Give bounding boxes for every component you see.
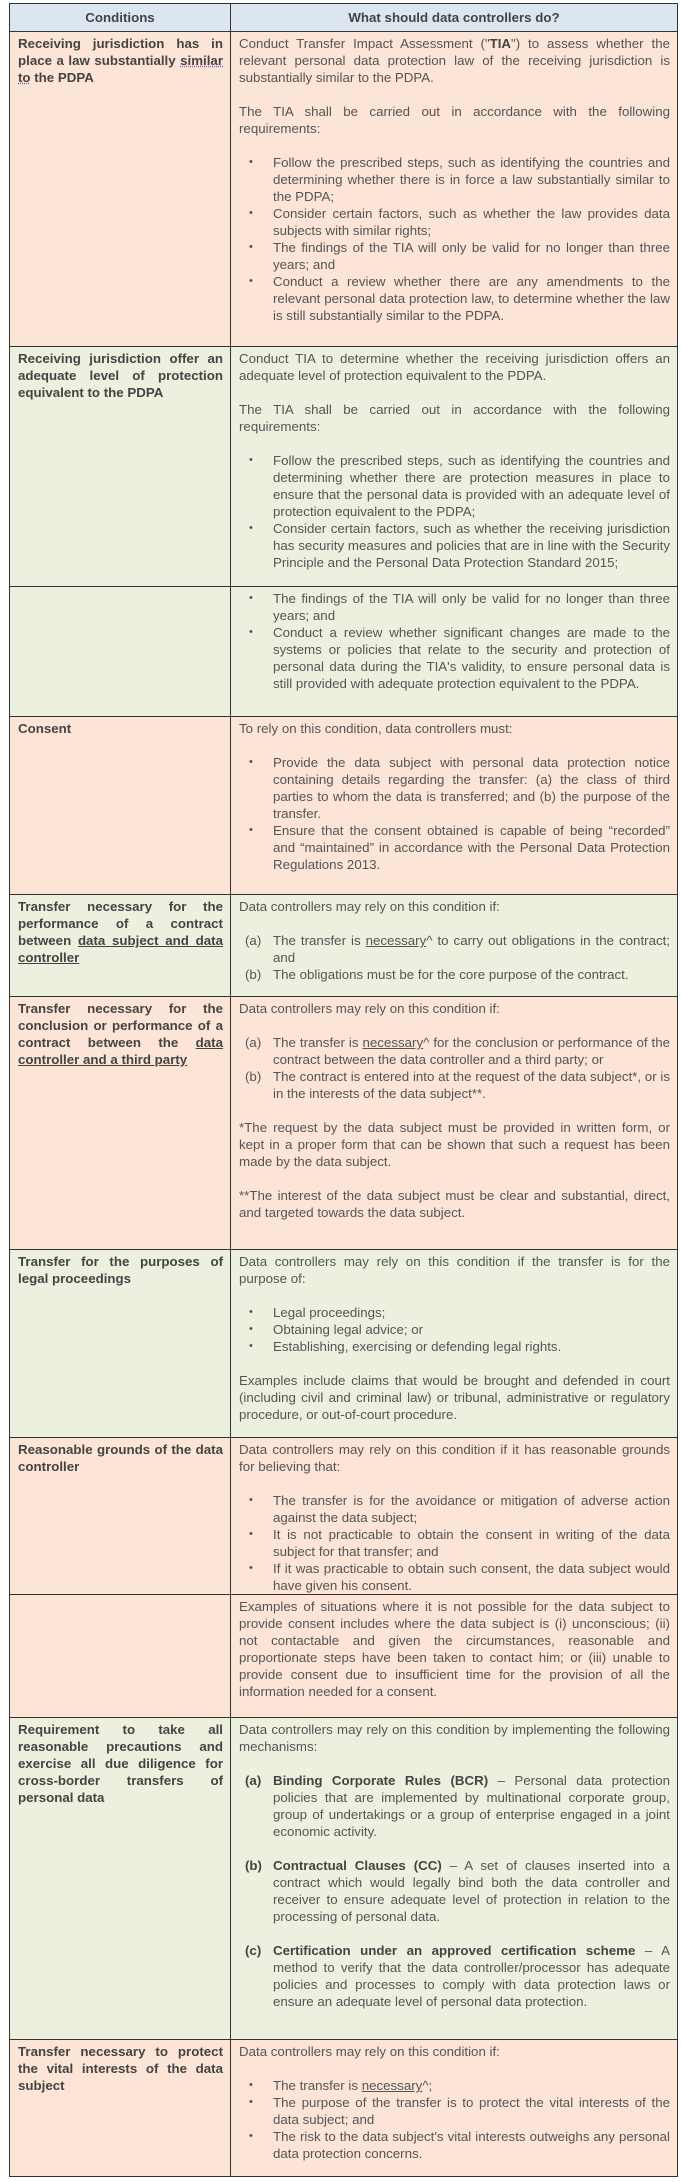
lettered-list (239, 1772, 670, 2010)
condition-cell (10, 1718, 231, 2040)
action-cell (231, 1718, 678, 2040)
action-cell (231, 895, 678, 997)
list-item (245, 1772, 670, 1840)
text-segment: data subject and data controller (18, 933, 223, 965)
text-segment: Contractual Clauses (CC) (273, 1858, 442, 1873)
text-segment: Binding Corporate Rules (BCR) (273, 1773, 489, 1788)
text-segment: – A method to verify that the data controller/processor has adequate policies and processes to comply with data protection laws or ensure an adequate level of personal data protection. (273, 1943, 670, 2009)
text-segment: Obtaining legal advice; or (273, 1322, 424, 1337)
table-row (10, 1438, 678, 1595)
text-segment: If it was practicable to obtain such consent, the data subject would have given his consent. (273, 1561, 670, 1593)
text-segment: Consider certain factors, such as whether the law provides data subjects with similar rights; (273, 206, 670, 238)
paragraph (239, 1000, 670, 1017)
text-segment: The findings of the TIA will only be valid for no longer than three years; and (273, 591, 670, 623)
text-segment: Consider certain factors, such as whether the receiving jurisdiction has security measures and policies that are in line with the Security Principle and the Personal Data Protection Standard 2015; (273, 521, 670, 570)
action-cell (231, 347, 678, 587)
text-segment: *The request by the data subject must be provided in written form, or kept in a proper form that can be shown that such a request has been made by the data subject. (239, 1120, 670, 1169)
table-row (10, 1250, 678, 1438)
action-cell (231, 587, 678, 717)
list-label: (b) (245, 967, 262, 982)
text-segment: Transfer necessary for the conclusion or performance of a contract between the (18, 1001, 223, 1050)
paragraph (239, 350, 670, 384)
text-segment: data controller and a third party (18, 1035, 223, 1067)
table-row (10, 1718, 678, 2040)
text-segment: The TIA shall be carried out in accordance with the following requirements: (239, 104, 670, 136)
list-item (273, 2077, 670, 2094)
list-item (273, 2128, 670, 2162)
text-segment: To rely on this condition, data controllers must: (239, 721, 513, 736)
text-segment: Conduct a review whether there are any amendments to the relevant personal data protection law, to determine whether the law is still substantially similar to the PDPA. (273, 274, 670, 323)
list-item (273, 452, 670, 520)
condition-cell (10, 587, 231, 717)
text-segment: Legal proceedings; (273, 1305, 386, 1320)
table-row (10, 1595, 678, 1718)
paragraph (239, 2043, 670, 2060)
header-actions: What should data controllers do? (231, 4, 678, 32)
text-segment: Examples of situations where it is not possible for the data subject to provide consent includes where the data subject is (i) unconscious; (ii) not contactable and given the circumstances, reasonable and proportionate steps have been taken to contact him; or (iii) unable to provide consent due to insufficient time for the provision of all the information needed for a consent. (239, 1599, 670, 1699)
list-item (273, 1304, 670, 1321)
text-segment: Data controllers may rely on this condition if it has reasonable grounds for believing that: (239, 1442, 670, 1474)
condition-cell (10, 347, 231, 587)
text-segment: Data controllers may rely on this condition if: (239, 899, 500, 914)
paragraph (239, 898, 670, 915)
action-cell (231, 1250, 678, 1438)
text-segment: ^ to carry out obligations in the contract; and (273, 933, 670, 965)
text-segment: Receiving jurisdiction has in place a law substantially (18, 36, 223, 68)
paragraph (239, 1441, 670, 1475)
text-segment: Follow the prescribed steps, such as identifying the countries and determining whether there are protection measures in place to ensure that the personal data is provided with an adequate level of protection equivalent to the PDPA; (273, 453, 670, 519)
list-item (273, 205, 670, 239)
action-cell (231, 997, 678, 1250)
text-segment: The purpose of the transfer is to protect the vital interests of the data subject; and (273, 2095, 670, 2127)
list-label: (a) (245, 933, 262, 948)
table-row (10, 997, 678, 1250)
text-segment: The contract is entered into at the request of the data subject*, or is in the interests of the data subject**. (273, 1069, 670, 1101)
table-row (10, 347, 678, 587)
list-item (273, 239, 670, 273)
list-item (245, 1034, 670, 1068)
list-item (273, 624, 670, 692)
condition-cell (10, 2040, 231, 2177)
table-row (10, 32, 678, 347)
list-item (273, 520, 670, 571)
text-segment: ^; (422, 2078, 433, 2093)
bullet-list (239, 590, 670, 692)
text-segment: The transfer is (273, 933, 366, 948)
text-segment: Receiving jurisdiction offer an adequate level of protection equivalent to the PDPA (18, 351, 223, 400)
list-item (245, 1068, 670, 1102)
text-segment: Provide the data subject with personal data protection notice containing details regarding the transfer: (a) the class of third parties to whom the data is transferred; and (b) the purpose of the transfer. (273, 755, 670, 821)
text-segment: Certification under an approved certification scheme (273, 1943, 636, 1958)
text-segment: Transfer necessary for the performance of a contract between (18, 899, 223, 948)
table-row (10, 2040, 678, 2177)
condition-cell (10, 1438, 231, 1595)
lettered-list (239, 1034, 670, 1102)
text-segment: The transfer is for the avoidance or mitigation of adverse action against the data subject; (273, 1493, 670, 1525)
bullet-list (239, 1492, 670, 1594)
text-segment: It is not practicable to obtain the consent in writing of the data subject for that transfer; and (273, 1527, 670, 1559)
list-item (273, 1321, 670, 1338)
paragraph (239, 103, 670, 137)
list-item (273, 273, 670, 324)
text-segment: Conduct a review whether significant changes are made to the systems or policies that relate to the security and protection of personal data during the TIA's validity, to ensure personal data is still provided with adequate protection equivalent to the PDPA. (273, 625, 670, 691)
table-row (10, 895, 678, 997)
condition-cell (10, 32, 231, 347)
list-item (273, 1526, 670, 1560)
list-item (273, 1338, 670, 1355)
bullet-list (239, 154, 670, 324)
list-label: (a) (245, 1773, 262, 1788)
list-item (273, 754, 670, 822)
list-item (273, 2094, 670, 2128)
text-segment: The transfer is (273, 2078, 362, 2093)
text-segment: The transfer is (273, 1035, 363, 1050)
list-label: (b) (245, 1069, 262, 1084)
action-cell (231, 1595, 678, 1718)
table-row (10, 717, 678, 895)
text-segment: ") to assess whether the relevant personal data protection law of the receiving jurisdiction is substantially similar to the PDPA. (239, 36, 670, 85)
text-segment: Ensure that the consent obtained is capable of being “recorded” and “maintained” in accordance with the Personal Data Protection Regulations 2013. (273, 823, 670, 872)
text-segment: Examples include claims that would be brought and defended in court (including civil and criminal law) or tribunal, administrative or regulatory procedure, or out-of-court procedure. (239, 1373, 670, 1422)
text-segment: Consent (18, 721, 72, 736)
condition-cell (10, 997, 231, 1250)
text-segment: The risk to the data subject's vital interests outweighs any personal data protection concerns. (273, 2129, 670, 2161)
action-cell (231, 1438, 678, 1595)
paragraph (239, 1253, 670, 1287)
action-cell (231, 717, 678, 895)
text-segment: – Personal data protection policies that are implemented by multinational corporate group, group of undertakings or a group of enterprise engaged in a joint economic activity. (273, 1773, 670, 1839)
condition-cell (10, 1250, 231, 1438)
action-cell (231, 2040, 678, 2177)
list-item (273, 154, 670, 205)
text-segment: the PDPA (30, 70, 94, 85)
text-segment: Conduct Transfer Impact Assessment (" (239, 36, 490, 51)
list-item (273, 822, 670, 873)
list-label: (b) (245, 1858, 262, 1873)
list-item (245, 1857, 670, 1925)
text-segment: Data controllers may rely on this condition if: (239, 1001, 500, 1016)
text-segment: Follow the prescribed steps, such as identifying the countries and determining whether there is in force a law substantially similar to the PDPA; (273, 155, 670, 204)
list-item (245, 932, 670, 966)
text-segment: – A set of clauses inserted into a contract which would legally bind both the data controller and receiver to ensure adequate level of protection in relation to the processing of personal data. (273, 1858, 670, 1924)
condition-cell (10, 1595, 231, 1718)
text-segment: Conduct TIA to determine whether the receiving jurisdiction offers an adequate level of protection equivalent to the PDPA. (239, 351, 670, 383)
table-header-row (10, 4, 678, 32)
text-segment: **The interest of the data subject must be clear and substantial, direct, and targeted towards the data subject. (239, 1188, 670, 1220)
paragraph (239, 401, 670, 435)
paragraph (239, 1187, 670, 1221)
text-segment: Data controllers may rely on this condition if: (239, 2044, 500, 2059)
text-segment: Data controllers may rely on this condition if the transfer is for the purpose of: (239, 1254, 670, 1286)
paragraph (239, 1721, 670, 1755)
text-segment: ^ for the conclusion or performance of the contract between the data controller and a third party; or (273, 1035, 670, 1067)
text-segment: The findings of the TIA will only be valid for no longer than three years; and (273, 240, 670, 272)
text-segment: The TIA shall be carried out in accordance with the following requirements: (239, 402, 670, 434)
paragraph (239, 1598, 670, 1700)
list-item (273, 590, 670, 624)
list-item (245, 966, 670, 983)
paragraph (239, 35, 670, 86)
bullet-list (239, 1304, 670, 1355)
text-segment: necessary (362, 1035, 424, 1050)
table-row (10, 587, 678, 717)
list-item (273, 1560, 670, 1594)
text-segment: Requirement to take all reasonable precautions and exercise all due diligence for cross-border transfers of personal data (18, 1722, 223, 1805)
header-conditions: Conditions (10, 4, 231, 32)
bullet-list (239, 754, 670, 873)
paragraph (239, 720, 670, 737)
bullet-list (239, 2077, 670, 2162)
text-segment: Data controllers may rely on this condition by implementing the following mechanisms: (239, 1722, 670, 1754)
text-segment: TIA (489, 36, 512, 51)
list-label: (a) (245, 1035, 262, 1050)
text-segment: Transfer necessary to protect the vital interests of the data subject (18, 2044, 223, 2093)
text-segment: similar to (18, 53, 223, 85)
text-segment: The obligations must be for the core purpose of the contract. (273, 967, 629, 982)
list-item (245, 1942, 670, 2010)
paragraph (239, 1372, 670, 1423)
bullet-list (239, 452, 670, 571)
text-segment: Reasonable grounds of the data controller (18, 1442, 223, 1474)
text-segment: necessary (365, 933, 427, 948)
list-item (273, 1492, 670, 1526)
text-segment: Establishing, exercising or defending legal rights. (273, 1339, 562, 1354)
text-segment: necessary (361, 2078, 423, 2093)
text-segment: Transfer for the purposes of legal proceedings (18, 1254, 223, 1286)
condition-cell (10, 717, 231, 895)
conditions-table (9, 3, 678, 2177)
condition-cell (10, 895, 231, 997)
action-cell (231, 32, 678, 347)
list-label: (c) (245, 1943, 262, 1958)
lettered-list (239, 932, 670, 983)
paragraph (239, 1119, 670, 1170)
